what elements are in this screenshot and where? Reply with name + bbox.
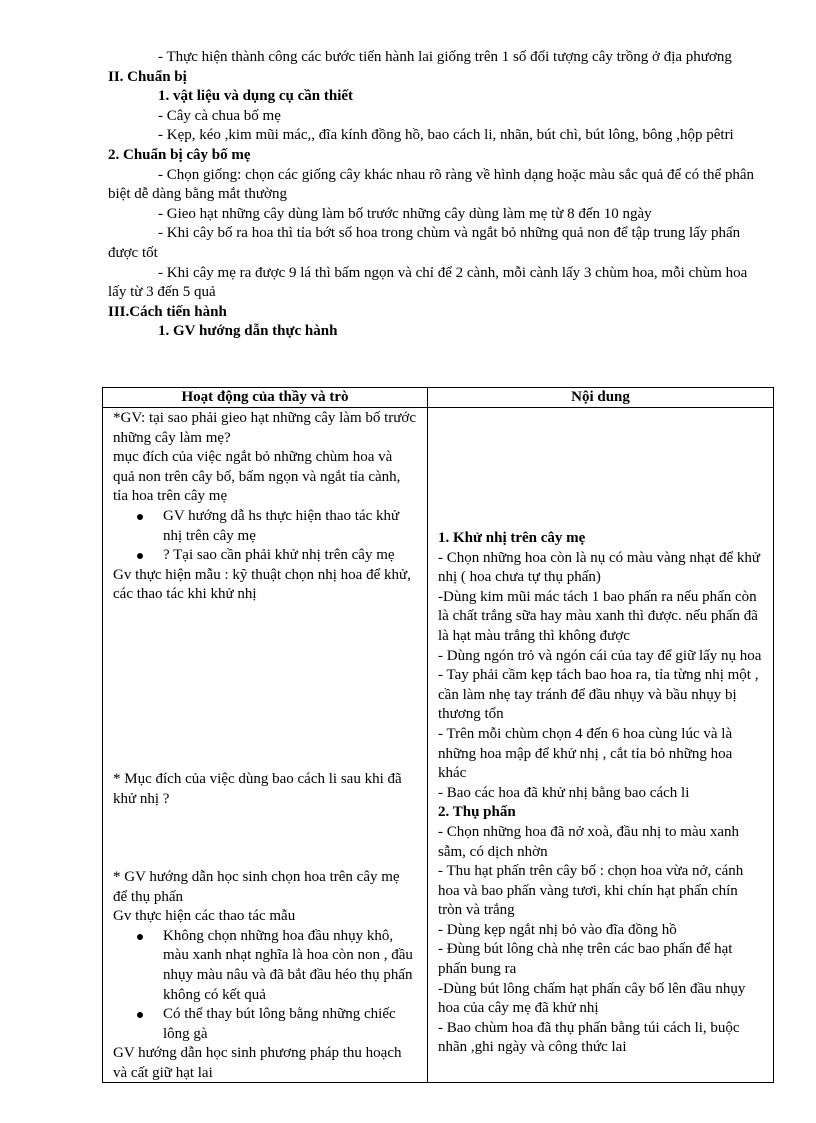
- content-item: - Dùng kẹp ngắt nhị bỏ vào đĩa đồng hồ: [438, 921, 677, 938]
- content-heading-emasculation: 1. Khử nhị trên cây mẹ: [438, 530, 586, 546]
- activities-cell: [103, 408, 428, 1083]
- table-row: [103, 408, 774, 1083]
- content-item: - Thu hạt phấn trên cây bố : chọn hoa vừa nở, cánh hoa và bao phấn vàng tươi, khi chín hạt phấn chín tròn và trắng: [438, 863, 744, 919]
- material-item: - Kẹp, kéo ,kim mũi mác,, đĩa kính đồng hồ, bao cách li, nhãn, bút chì, bút lông, bông ,hộp pêtri: [158, 127, 734, 144]
- content-item: - Chọn những hoa còn là nụ có màu vàng nhạt để khử nhị ( hoa chưa tự thụ phấn): [438, 549, 761, 586]
- teacher-question: *GV: tại sao phải gieo hạt những cây làm bố trước những cây làm mẹ?: [113, 410, 417, 446]
- prep-item: - Khi cây mẹ ra được 9 lá thì bấm ngọn và chỉ để 2 cành, mỗi cành lấy 3 chùm hoa, mỗi chùm hoa lấy từ 3 đến 5 quả: [108, 264, 748, 301]
- header-content: Nội dung: [428, 388, 774, 408]
- content-item: - Bao chùm hoa đã thụ phấn bằng túi cách li, buộc nhãn ,ghi ngày và công thức lai: [438, 1019, 740, 1056]
- activities-block-3: [113, 868, 417, 1084]
- content-cell: [428, 408, 774, 1083]
- section-heading-3: III.Cách tiến hành: [108, 303, 227, 320]
- header-activities: Hoạt động của thầy và trò: [103, 388, 428, 408]
- teacher-question: * GV hướng dẫn học sinh chọn hoa trên cây mẹ để thụ phấn: [113, 869, 400, 905]
- teacher-question: * Mục đích của việc dùng bao cách li sau khi đã khử nhị ?: [113, 771, 402, 807]
- table-header-row: [103, 388, 774, 408]
- list-item: GV hướng dẫ hs thực hiện thao tác khử nhị trên cây mẹ: [163, 507, 417, 546]
- prep-item: - Gieo hạt những cây dùng làm bố trước những cây dùng làm mẹ từ 8 đến 10 ngày: [158, 205, 652, 222]
- teacher-instruction: GV hướng dẫn học sinh phương pháp thu hoạch và cất giữ hạt lai: [113, 1045, 402, 1081]
- list-item: Không chọn những hoa đầu nhụy khô, màu xanh nhạt nghĩa là hoa còn non , đầu nhụy màu nâu và đã bắt đầu héo thụ phấn không có kết quả: [163, 927, 417, 1005]
- activities-block-1: [113, 409, 417, 605]
- content-heading-pollination: 2. Thụ phấn: [438, 804, 516, 821]
- material-item: - Cây cà chua bố mẹ: [158, 107, 281, 124]
- content-item: - Chọn những hoa đã nở xoà, đầu nhị to màu xanh sẫm, có dịch nhờn: [438, 823, 740, 860]
- subheading-materials: 1. vật liệu và dụng cụ cần thiết: [158, 88, 354, 105]
- content-item: - Dùng ngón trỏ và ngón cái của tay để giữ lấy nụ hoa: [438, 647, 762, 664]
- content-item: -Dùng kim mũi mác tách 1 bao phấn ra nếu phấn còn là chất trắng sữa hay màu xanh thì được. nếu phấn đã là hạt màu trắng thì không được: [438, 588, 758, 644]
- teacher-demo: Gv thực hiện mẫu : kỹ thuật chọn nhị hoa để khử, các thao tác khi khử nhị: [113, 566, 411, 603]
- bullet-list: [113, 927, 417, 1045]
- subheading-parent-plants: 2. Chuẩn bị cây bố mẹ: [108, 146, 251, 163]
- activity-table: [102, 387, 774, 1083]
- bullet-list: [113, 507, 417, 566]
- content-item: - Đùng bút lông chà nhẹ trên các bao phấn để hạt phấn bung ra: [438, 941, 733, 978]
- prep-item: - Khi cây bố ra hoa thì tỉa bớt số hoa trong chùm và ngắt bỏ những quả non để tập trung lấy phấn được tốt: [108, 225, 741, 261]
- activities-block-2: [113, 770, 417, 809]
- content-item: - Trên mỗi chùm chọn 4 đến 6 hoa cùng lúc và là những hoa mập để khử nhị , cắt tỉa bỏ những hoa khác: [438, 725, 733, 782]
- content-item: - Tay phải cầm kẹp tách bao hoa ra, tỉa từng nhị một , cần làm nhẹ tay tránh để đầu nhụy và bầu nhụy bị thương tổn: [438, 667, 759, 723]
- content-block: [438, 529, 763, 1058]
- document-body: [108, 48, 768, 342]
- intro-line: - Thực hiện thành công các bước tiến hành lai giống trên 1 số đối tượng cây trồng ở địa phương: [158, 49, 732, 65]
- content-item: - Bao các hoa đã khử nhị bằng bao cách li: [438, 784, 690, 801]
- teacher-question: mục đích của việc ngắt bỏ những chùm hoa và quả non trên cây bố, bấm ngọn và ngắt tỉa cành, tỉa hoa trên cây mẹ: [113, 449, 401, 505]
- content-item: -Dùng bút lông chấm hạt phấn cây bố lên đầu nhụy hoa của cây mẹ đã khử nhị: [438, 980, 746, 1017]
- section-heading-2: II. Chuẩn bị: [108, 68, 187, 85]
- list-item: Có thể thay bút lông bằng những chiếc lông gà: [163, 1005, 417, 1044]
- list-item: ? Tại sao cần phải khử nhị trên cây mẹ: [163, 546, 417, 566]
- prep-item: - Chọn giống: chọn các giống cây khác nhau rõ ràng về hình dạng hoặc màu sắc quả để có thể phân biệt dễ dàng bằng mắt thường: [108, 166, 755, 203]
- teacher-demo: Gv thực hiện các thao tác mẫu: [113, 908, 296, 925]
- subheading-guide: 1. GV hướng dẫn thực hành: [158, 323, 338, 340]
